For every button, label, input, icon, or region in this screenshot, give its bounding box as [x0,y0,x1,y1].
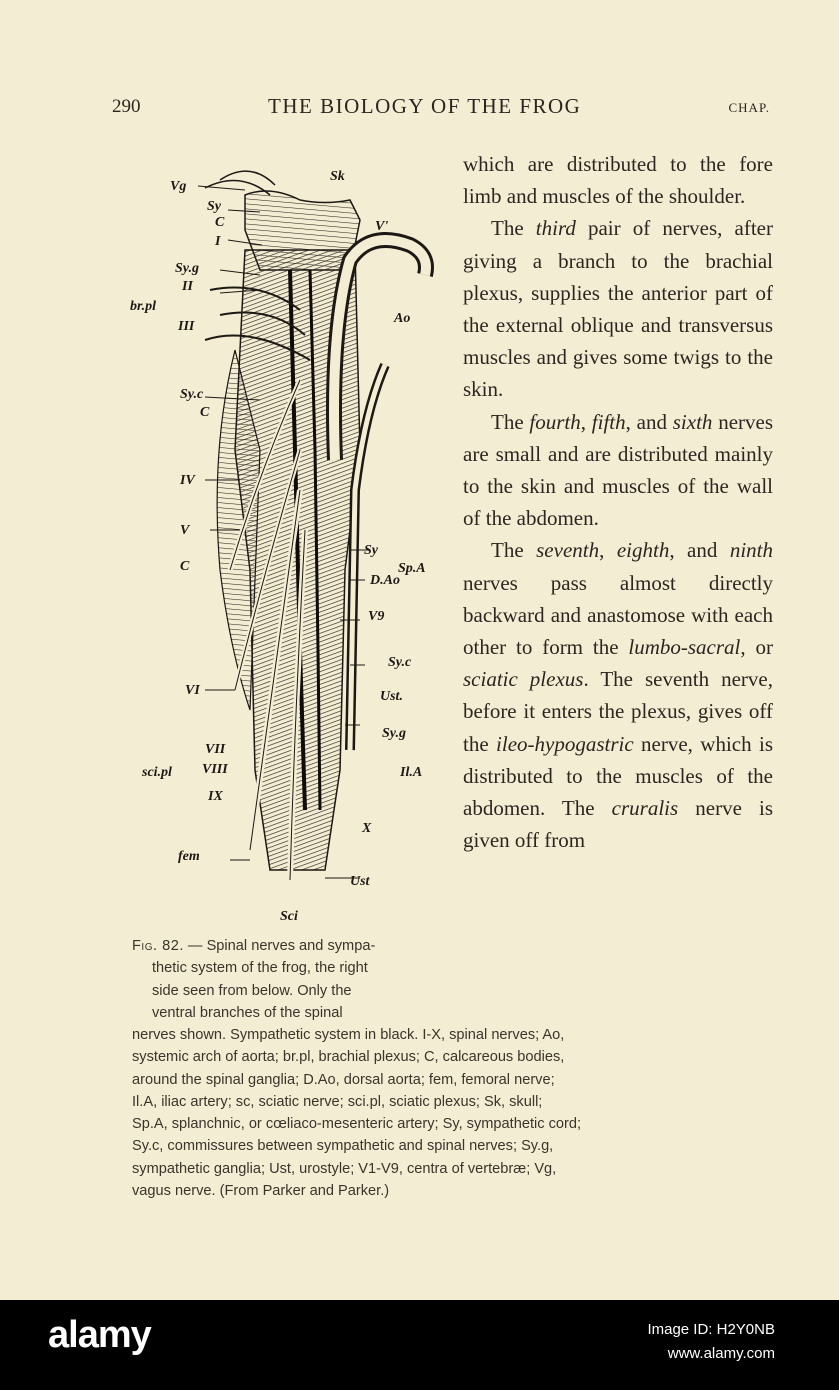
caption-line: Il.A, iliac artery; sc, sciatic nerve; sci.pl, sciatic plexus; Sk, skull; [132,1093,543,1110]
caption-line: around the spinal ganglia; D.Ao, dorsal aorta; fem, femoral nerve; [132,1071,555,1088]
label-ila: Il.A [400,765,423,780]
label-sy2: Sy [364,543,378,558]
label-brpl: br.pl [130,299,157,314]
emphasis: sixth [672,409,713,434]
label-sci: Sci [280,909,298,924]
caption-line: sympathetic ganglia; Ust, urostyle; V1-V9, centra of vertebræ; Vg, [132,1160,557,1177]
label-ust: Ust. [380,689,403,704]
emphasis: fifth [591,409,626,434]
label-fem: fem [178,849,200,864]
paragraph-1: which are distributed to the fore limb and muscles of the shoulder. [463,152,773,209]
caption-line [132,935,450,957]
label-scipl: sci.pl [142,765,172,780]
label-x: X [362,821,372,836]
frog-nerve-illustration [130,150,450,930]
label-iv: IV [180,473,195,488]
label-vii: VII [205,742,226,757]
text-run: , and [625,409,673,434]
watermark-bar [0,1300,839,1390]
caption-line: Sp.A, splanchnic, or cœliaco-mesenteric artery; Sy, sympathetic cord; [132,1116,582,1133]
caption-line: ventral branches of the spinal [152,1004,343,1021]
label-ii: II [182,279,193,294]
text-run: , [599,538,617,563]
text-run: nerves pass almost directly backward and anastomose with each other to form the [463,570,773,660]
text-run: The [491,216,536,241]
text-run: The [491,409,530,434]
running-head [112,92,772,124]
text-run: , or [740,635,773,660]
label-syg: Sy.g [175,261,199,276]
label-i: I [215,234,221,249]
text-run: , and [669,538,730,563]
caption-line: side seen from below. Only the [152,982,352,999]
label-v: V [180,523,190,538]
caption-wide [132,1024,774,1202]
emphasis: ninth [729,538,774,563]
image-id: Image ID: H2Y0NB [647,1321,775,1338]
emphasis: fourth [529,409,581,434]
label-vi: VI [185,683,200,698]
label-c2: C [200,405,210,420]
page-number: 290 [112,96,141,117]
text-run: nerves are small and are distributed mainly to the skin and muscles of the wall of the abdomen. [463,409,773,531]
emphasis: ileo-hypogastric [496,731,634,756]
text-run: , [580,409,592,434]
text-run: nerve, which is distributed to the muscles of the abdomen. The [463,731,773,821]
caption-text: — Spinal nerves and sympa- [183,938,376,954]
label-syc2: Sy.c [388,655,412,670]
label-sk: Sk [330,169,345,184]
emphasis: lumbo-sacral [628,635,741,660]
label-ix: IX [208,789,223,804]
label-sy: Sy [207,199,221,214]
caption-line: vagus nerve. (From Parker and Parker.) [132,1183,390,1200]
watermark-id [647,1318,775,1366]
text-run: pair of nerves, after giving a branch to the brachial plexus, supplies the anterior part of the external oblique and transversus muscles and gives some twigs to the skin. [463,216,773,402]
label-viii: VIII [202,762,228,777]
caption-line: Sy.c, commissures between sympathetic and spinal nerves; Sy.g, [132,1138,554,1155]
emphasis: eighth [616,538,670,563]
paragraph-2 [463,212,773,405]
label-syc: Sy.c [180,387,204,402]
label-spa: Sp.A [398,561,426,576]
label-vg: Vg [170,179,187,194]
label-syg2: Sy.g [382,726,406,741]
emphasis: seventh [536,538,600,563]
text-run: nerve is given off from [463,796,773,853]
running-title: THE BIOLOGY OF THE FROG [268,94,582,118]
watermark-logo: alamy [48,1314,151,1356]
label-dao: D.Ao [370,573,400,588]
label-c3: C [180,559,190,574]
caption-line: thetic system of the frog, the right [152,960,368,977]
caption-line: nerves shown. Sympathetic system in black. I-X, spinal nerves; Ao, [132,1027,565,1043]
frog-nerve-figure [130,150,450,930]
label-v1: V' [375,219,389,234]
body-text [463,148,773,856]
label-ust2: Ust [350,874,370,889]
label-c: C [215,215,225,230]
label-ao: Ao [394,311,411,326]
chapter-mark: CHAP. [728,100,770,115]
text-run: The [491,538,537,563]
emphasis: sciatic plexus [463,667,584,692]
watermark-url: www.alamy.com [667,1345,775,1362]
figure-number: Fig. 82. [132,938,184,954]
paragraph-4 [463,534,773,856]
emphasis: cruralis [611,796,679,821]
caption-narrow [132,935,450,1024]
label-iii: III [178,319,195,334]
label-v9: V9 [368,609,385,624]
emphasis: third [535,216,576,241]
vagus-nerve [205,171,275,195]
paragraph-3 [463,406,773,535]
caption-line: systemic arch of aorta; br.pl, brachial plexus; C, calcareous bodies, [132,1049,565,1066]
text-run: . The seventh nerve, before it enters the plexus, gives off the [463,667,773,756]
